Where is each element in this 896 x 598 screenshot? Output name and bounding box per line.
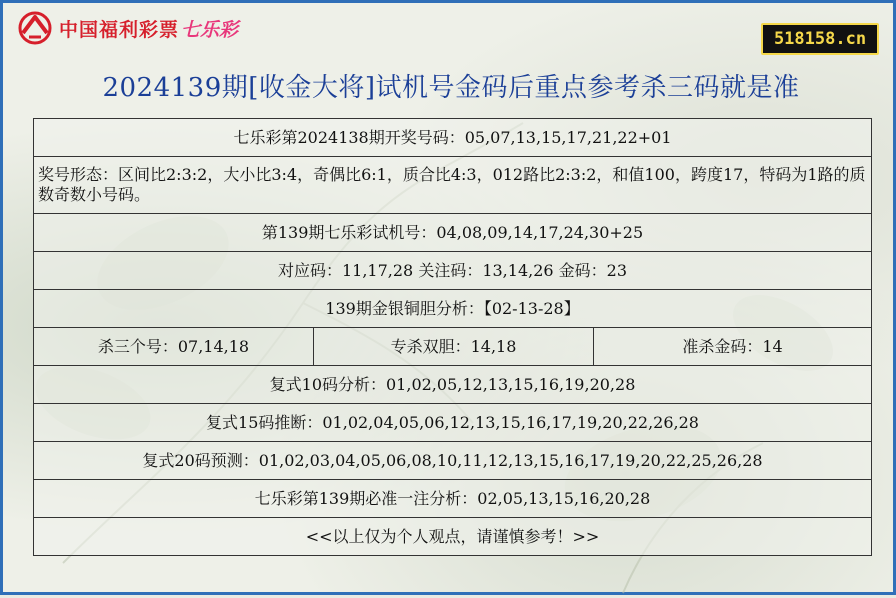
table-row (34, 252, 872, 290)
table-row (34, 290, 872, 328)
disclaimer-cell: <<以上仅为个人观点，请谨慎参考！>> (34, 518, 872, 556)
test-numbers-cell: 第139期七乐彩试机号：04,08,09,14,17,24,30+25 (34, 214, 872, 252)
gold-silver-cell: 139期金银铜胆分析：【02-13-28】 (34, 290, 872, 328)
page-title: 2024139期[收金大将]试机号金码后重点参考杀三码就是准 (102, 73, 800, 103)
welfare-lottery-logo-icon (15, 11, 55, 45)
table-row (34, 442, 872, 480)
logo-game-text: 七乐彩 (181, 18, 239, 41)
fushi10-cell: 复式10码分析：01,02,05,12,13,15,16,19,20,28 (34, 366, 872, 404)
table-row (34, 214, 872, 252)
table-row (34, 480, 872, 518)
kill-gold-cell: 准杀金码：14 (594, 328, 872, 366)
table-row (34, 366, 872, 404)
table-row (34, 404, 872, 442)
table-row (34, 157, 872, 214)
fushi15-cell: 复式15码推断：01,02,04,05,06,12,13,15,16,17,19,20,22,26,28 (34, 404, 872, 442)
pattern-cell: 奖号形态：区间比2:3:2，大小比3:4，奇偶比6:1，质合比4:3，012路比2:3:2，和值100，跨度17，特码为1路的质数奇数小号码。 (34, 157, 872, 214)
table-row (34, 328, 872, 366)
lottery-logo (15, 11, 238, 45)
codes-cell: 对应码：11,17,28 关注码：13,14,26 金码：23 (34, 252, 872, 290)
kill-three-cell: 杀三个号：07,14,18 (34, 328, 314, 366)
analysis-table (33, 118, 872, 556)
table-row (34, 518, 872, 556)
table-row (34, 119, 872, 157)
logo-org-text: 中国福利彩票 (59, 18, 180, 41)
must-hit-cell: 七乐彩第139期必准一注分析：02,05,13,15,16,20,28 (34, 480, 872, 518)
draw-result-cell: 七乐彩第2024138期开奖号码：05,07,13,15,17,21,22+01 (34, 119, 872, 157)
site-badge[interactable]: 518158.cn (761, 23, 879, 55)
kill-double-cell: 专杀双胆：14,18 (314, 328, 594, 366)
fushi20-cell: 复式20码预测：01,02,03,04,05,06,08,10,11,12,13,15,16,17,19,20,22,25,26,28 (34, 442, 872, 480)
